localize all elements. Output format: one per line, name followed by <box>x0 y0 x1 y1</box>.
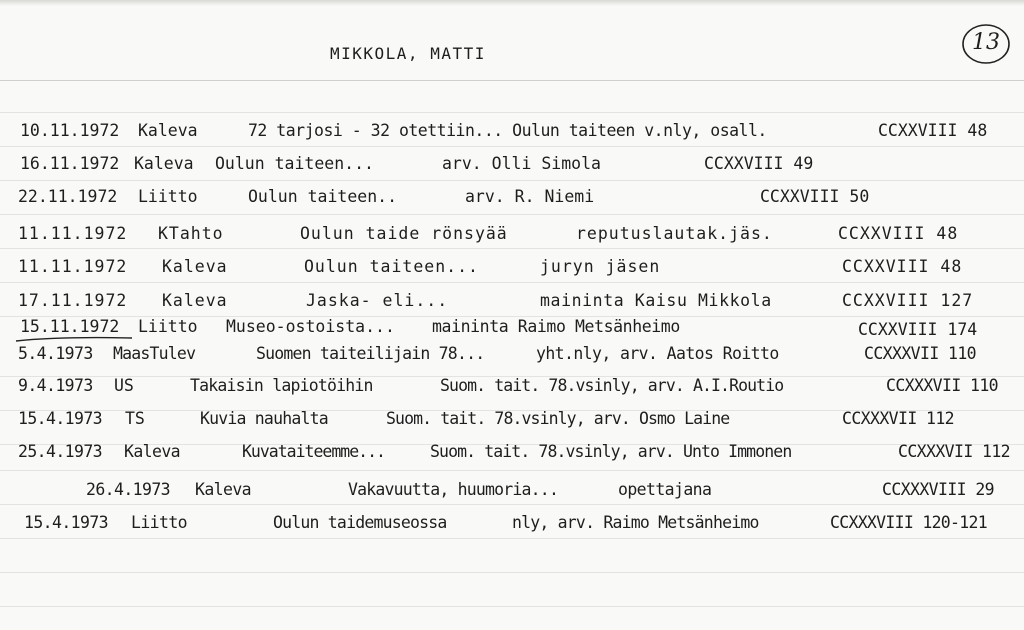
entry-date: 26.4.1973 <box>86 480 171 499</box>
entry-headline: Oulun taidemuseossa <box>273 513 447 532</box>
entry-source: Kaleva <box>162 291 228 310</box>
ruled-line <box>0 248 1024 249</box>
card-title: MIKKOLA, MATTI <box>330 44 486 63</box>
entry-source: Liitto <box>131 513 188 532</box>
entry-ref: CCXXXVII 110 <box>864 344 977 363</box>
ruled-line <box>0 112 1024 113</box>
entry-date: 15.4.1973 <box>24 513 109 532</box>
entry-ref: CCXXXVII 112 <box>898 442 1011 461</box>
entry-ref: CCXXVIII 48 <box>878 121 988 140</box>
header-rule <box>0 80 1024 81</box>
entry-note: juryn jäsen <box>540 257 661 276</box>
entry-note: reputuslautak.jäs. <box>576 224 773 243</box>
entry-source: KTahto <box>158 224 224 243</box>
entry-ref: CCXXVIII 48 <box>838 224 959 243</box>
entry-source: Liitto <box>138 317 198 336</box>
entry-source: Kaleva <box>124 442 181 461</box>
entry-ref: CCXXVIII 127 <box>842 291 974 310</box>
entry-date: 11.11.1972 <box>18 257 128 276</box>
entry-date: 15.11.1972 <box>20 317 120 336</box>
entry-date: 17.11.1972 <box>18 291 128 310</box>
entry-headline: 72 tarjosi - 32 otettiin... Oulun taiteen v.nly, osall. <box>248 121 767 140</box>
entry-note: arv. Olli Simola <box>442 154 601 173</box>
entry-headline: Museo-ostoista... <box>226 317 395 336</box>
entry-ref: CCXXXVII 112 <box>842 409 955 428</box>
entry-headline: Oulun taiteen... <box>304 257 479 276</box>
entry-note: Suom. tait. 78.vsinly, arv. Unto Immonen <box>430 442 792 461</box>
entry-headline: Kuvia nauhalta <box>200 409 328 428</box>
entry-ref: CCXXVIII 174 <box>858 320 978 339</box>
entry-date: 5.4.1973 <box>18 344 93 363</box>
entry-source: TS <box>125 409 145 428</box>
card-top-edge <box>0 0 1024 6</box>
handwritten-underline <box>14 335 134 343</box>
ruled-line <box>0 180 1024 181</box>
entry-headline: Jaska- eli... <box>306 291 449 310</box>
entry-date: 11.11.1972 <box>18 224 128 243</box>
entry-source: Kaleva <box>162 257 228 276</box>
entry-note: yht.nly, arv. Aatos Roitto <box>536 344 779 363</box>
entry-note: maininta Raimo Metsänheimo <box>432 317 680 336</box>
entry-ref: CCXXXVII 110 <box>886 376 999 395</box>
entry-note: nly, arv. Raimo Metsänheimo <box>512 513 759 532</box>
entry-note: arv. R. Niemi <box>465 187 595 206</box>
entry-note: Suom. tait. 78.vsinly, arv. A.I.Routio <box>440 376 784 395</box>
entry-note: opettajana <box>618 480 712 499</box>
entry-date: 25.4.1973 <box>18 442 103 461</box>
entry-source: Kaleva <box>134 154 194 173</box>
entry-headline: Oulun taiteen.. <box>248 187 398 206</box>
entry-source: Kaleva <box>138 121 198 140</box>
ruled-line <box>0 504 1024 505</box>
entry-source: US <box>114 376 134 395</box>
entry-headline: Kuvataiteemme... <box>242 442 385 461</box>
entry-source: Kaleva <box>195 480 252 499</box>
entry-ref: CCXXVIII 49 <box>704 154 814 173</box>
ruled-line <box>0 538 1024 539</box>
entry-note: maininta Kaisu Mikkola <box>540 291 772 310</box>
ruled-line <box>0 146 1024 147</box>
entry-ref: CCXXXVIII 29 <box>882 480 995 499</box>
entry-ref: CCXXVIII 50 <box>760 187 870 206</box>
entry-headline: Suomen taiteilijain 78... <box>256 344 485 363</box>
entry-note: Suom. tait. 78.vsinly, arv. Osmo Laine <box>386 409 730 428</box>
card-number-circled <box>960 22 1012 66</box>
ruled-line <box>0 572 1024 573</box>
entry-headline: Oulun taiteen... <box>215 154 374 173</box>
entry-ref: CCXXVIII 48 <box>842 257 963 276</box>
entry-source: MaasTulev <box>113 344 196 363</box>
ruled-line <box>0 282 1024 283</box>
entry-date: 15.4.1973 <box>18 409 103 428</box>
entry-date: 22.11.1972 <box>18 187 118 206</box>
ruled-line <box>0 470 1024 471</box>
card-number: 13 <box>972 30 1000 55</box>
entry-date: 9.4.1973 <box>18 376 93 395</box>
entry-ref: CCXXXVIII 120-121 <box>830 513 987 532</box>
entry-date: 16.11.1972 <box>20 154 120 173</box>
ruled-line <box>0 214 1024 215</box>
entry-source: Liitto <box>138 187 198 206</box>
entry-headline: Takaisin lapiotöihin <box>190 376 373 395</box>
entry-headline: Vakavuutta, huumoria... <box>348 480 559 499</box>
ruled-line <box>0 606 1024 607</box>
entry-date: 10.11.1972 <box>20 121 120 140</box>
entry-headline: Oulun taide rönsyää <box>300 224 508 243</box>
